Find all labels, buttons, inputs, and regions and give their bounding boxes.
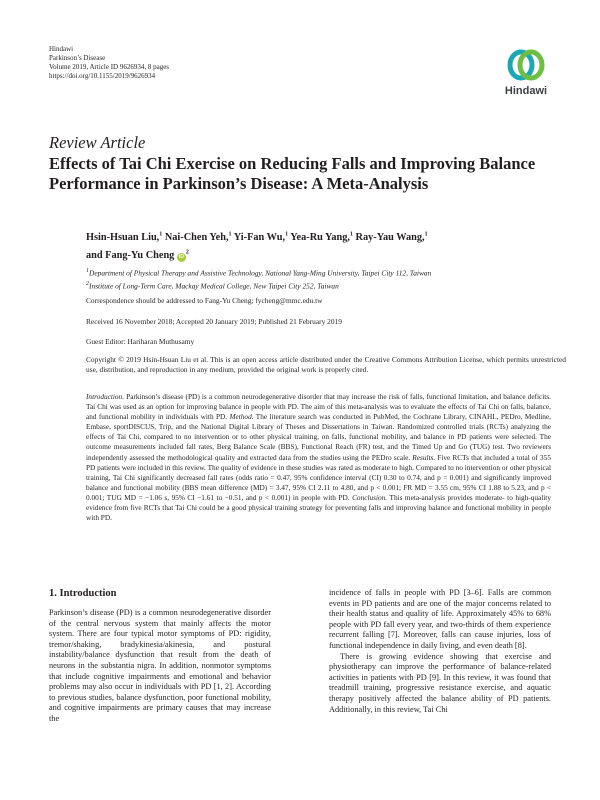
doi-link[interactable]: https://doi.org/10.1155/2019/9626934 (49, 72, 156, 80)
abstract: Introduction. Parkinson’s disease (PD) is a common neurodegenerative disorder that may increase the risk of falls, functional limitation, and balance deficits. Tai Chi was used as an option for improving balance in people with PD. The aim of this meta-analysis was to evaluate the effects of Tai Chi on falls, balance, and functional mobility in individuals with PD. Method. The literature search was conducted in PubMed, the Cochrane Library, CINAHL, PEDro, Medline, Embase, sportDISCUS, Trip, and the National Digital Library of Theses and Dissertations in Taiwan. Randomized controlled trials (RCTs) analyzing the effects of Tai Chi, compared to no intervention or to other physical training, on falls, functional mobility, and balance in PD patients were selected. The outcome measurements included fall rates, Berg Balance Scale (BBS), Functional Reach (FR) test, and the Timed Up and Go (TUG) test. Two reviewers independently assessed the methodological quality and extracted data from the studies using the PEDro scale. Results. Five RCTs that included a total of 355 PD patients were included in this review. The quality of evidence in these studies was rated as moderate to high. Compared to no intervention or other physical training, Tai Chi significantly decreased fall rates (odds ratio = 0.47, 95% confidence interval (CI) 0.30 to 0.74, and p = 0.001) and significantly improved balance and functional mobility (BBS mean difference (MD) = 3.47, 95% CI 2.11 to 4.80, and p < 0.001; FR MD = 3.55 cm, 95% CI 1.88 to 5.23, and p < 0.001; TUG MD = −1.06 s, 95% CI −1.61 to −0.51, and p < 0.001) in people with PD. Conclusion. This meta-analysis provides moderate- to high-quality evidence from five RCTs that Tai Chi could be a good physical training strategy for preventing falls and improving balance and functional mobility in people with PD. (86, 392, 551, 523)
article-title: Effects of Tai Chi Exercise on Reducing Falls and Improving Balance Performance in Parkinson’s Disease: A Meta-Analysis (49, 154, 536, 193)
author: Hsin-Hsuan Liu,$^1$ (86, 232, 163, 244)
affiliations (86, 266, 566, 292)
author: Yea-Ru Yang,$^1$ (290, 232, 353, 244)
paragraph: Parkinson’s disease (PD) is a common neurodegenerative disorder of the central nervous system that mainly affects the motor system. There are four typical motor symptoms of PD: rigidity, tremor/shaking, bradykinesia/akinesia, and postural instability/balance dysfunction that result from the death of neurons in the substantia nigra. In addition, nonmotor symptoms that include cognitive impairments and emotional and behavior problems may also occur in individuals with PD [1, 2]. According to previous studies, balance dysfunction, poor functional mobility, and cognitive impairments are primary causes that may increase the (49, 608, 271, 723)
journal-info (49, 45, 169, 81)
journal-name: Parkinson’s Disease (49, 54, 106, 62)
paragraph: There is growing evidence showing that exercise and physiotherapy can improve the performance of balance-related activities in patients with PD [9]. In this review, it was found that treadmill training, progressive resistance exercise, and aquatic therapy positively affected the balance ability of PD patients. Additionally, in this review, Tai Chi (329, 651, 551, 714)
author: Nai-Chen Yeh,$^1$ (164, 232, 232, 244)
affiliation-2: $^2$Institute of Long-Term Care, Mackay Medical College, New Taipei City 252, Taiwan (86, 280, 339, 291)
publication-dates: Received 16 November 2018; Accepted 20 January 2019; Published 21 February 2019 (86, 317, 342, 326)
hindawi-logo-icon (506, 46, 546, 84)
body-column-left (49, 608, 271, 725)
hindawi-logo (497, 46, 555, 106)
copyright-notice: Copyright © 2019 Hsin-Hsuan Liu et al. This is an open access article distributed under the Creative Commons Attribution License, which permits unrestricted use, distribution, and reproduction in any medium, provided the original work is properly cited. (86, 355, 566, 374)
author: Ray-Yau Wang,$^1$ (355, 232, 428, 244)
author: Yi-Fan Wu,$^1$ (233, 232, 289, 244)
section-heading: 1. Introduction (49, 588, 117, 599)
orcid-icon[interactable]: iD (178, 253, 184, 260)
author-list (86, 228, 566, 263)
logo-wordmark: Hindawi (504, 85, 548, 97)
correspondence: Correspondence should be addressed to Fang-Yu Cheng; fycheng@mmc.edu.tw (86, 296, 323, 305)
affiliation-1: $^1$Department of Physical Therapy and Assistive Technology, National Yang-Ming University, Taipei City 112, Taiwan (86, 268, 432, 278)
article-type: Review Article (49, 133, 146, 152)
publisher-name: Hindawi (49, 45, 74, 53)
volume-info: Volume 2019, Article ID 9626934, 8 pages (49, 63, 170, 71)
body-column-right (329, 588, 551, 715)
guest-editor: Guest Editor: Hariharan Muthusamy (86, 337, 195, 346)
author: and Fang-Yu Cheng $iD^2$ (86, 249, 189, 261)
paragraph: incidence of falls in people with PD [3–6]. Falls are common events in PD patients and are one of the major concerns related to their health status and quality of life. Approximately 45% to 68% people with PD fall every year, and two-thirds of them experience recurrent falling [7]. Moreover, falls can cause injuries, loss of functional independence in daily living, and even death [8]. (329, 588, 551, 650)
